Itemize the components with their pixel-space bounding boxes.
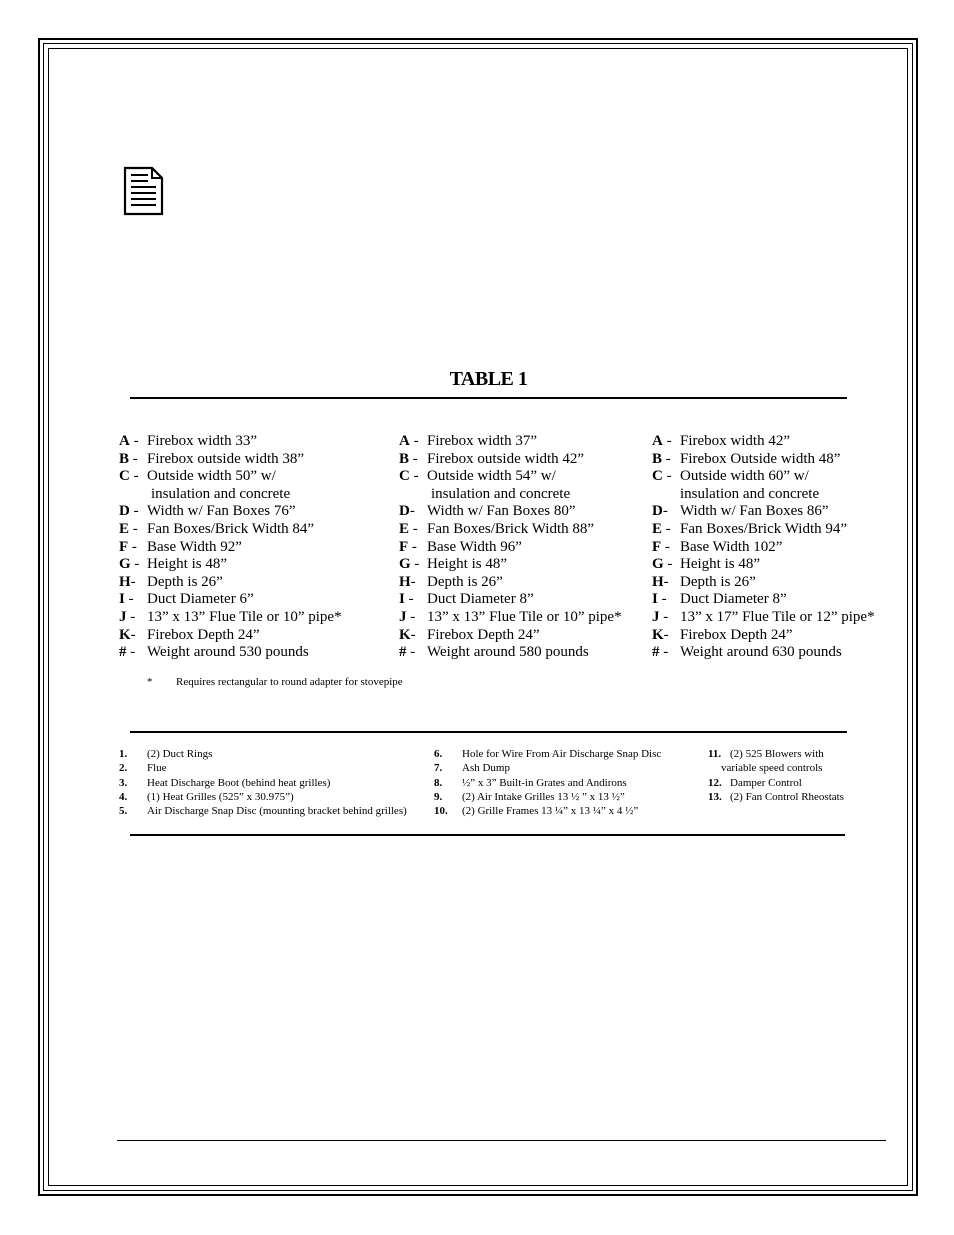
footnote-text: Requires rectangular to round adapter for stovepipe [176,676,403,688]
spec-key: J - [399,608,416,625]
spec-row [119,521,342,539]
parts-text: (2) 525 Blowers with [730,748,824,760]
spec-key: J - [119,608,136,625]
parts-text: Air Discharge Snap Disc (mounting bracket behind grilles) [147,805,407,818]
spec-text: Base Width 92” [147,538,242,555]
spec-row [652,468,875,486]
spec-row [652,574,875,592]
spec-key: E - [119,520,138,537]
spec-row [399,433,622,451]
spec-text: Base Width 102” [680,538,783,555]
parts-row [708,790,844,804]
spec-text: 13” x 13” Flue Tile or 10” pipe* [147,608,342,625]
parts-text: ½” x 3” Built-in Grates and Andirons [462,776,627,789]
spec-key: G - [652,556,673,573]
spec-key: G - [119,556,140,573]
spec-row [399,556,622,574]
spec-row [399,539,622,557]
spec-text: Firebox Outside width 48” [680,450,841,467]
spec-row [119,468,342,486]
parts-number: 3. [119,776,128,789]
spec-text: Weight around 530 pounds [147,644,309,661]
parts-row [708,776,844,790]
spec-row [119,556,342,574]
spec-row [399,644,622,662]
parts-row [119,776,407,790]
footnote-mark: * [147,676,153,688]
parts-text: (1) Heat Grilles (525” x 30.975”) [147,790,294,803]
spec-key: J - [652,608,669,625]
footnote [147,676,403,688]
parts-number: 13. [708,790,722,803]
parts-top-rule [130,731,847,733]
spec-key: F - [119,538,137,555]
parts-row [119,747,407,761]
spec-row [652,539,875,557]
spec-text: Firebox outside width 42” [427,450,585,467]
spec-row [119,503,342,521]
spec-text: 13” x 17” Flue Tile or 12” pipe* [680,608,875,625]
spec-key: I - [119,591,134,608]
parts-row [434,790,661,804]
spec-row [399,521,622,539]
spec-key: # - [652,644,669,661]
spec-key: A - [399,433,419,449]
spec-text: Weight around 580 pounds [427,644,589,661]
parts-row [434,747,661,761]
spec-key: E - [652,520,671,537]
spec-key: B - [399,450,418,467]
parts-bottom-rule [130,834,845,836]
spec-text: Outside width 50” w/ [147,468,276,485]
spec-row [652,591,875,609]
parts-number: 12. [708,776,722,789]
spec-text: Height is 48” [680,556,760,573]
spec-key: D- [399,503,415,520]
spec-text: Firebox width 42” [680,433,790,449]
spec-text: Firebox width 33” [147,433,257,449]
spec-row [119,451,342,469]
parts-number: 5. [119,805,128,818]
spec-key: A - [652,433,672,449]
spec-row [652,503,875,521]
spec-text: Depth is 26” [427,573,503,590]
parts-text: (2) Fan Control Rheostats [730,790,844,803]
title-rule [130,397,847,399]
spec-row [119,486,342,504]
spec-key: F - [399,538,417,555]
spec-text: Duct Diameter 8” [680,591,787,608]
parts-row [119,804,407,818]
spec-row [119,539,342,557]
spec-text: Firebox Depth 24” [680,626,793,643]
spec-key: B - [652,450,671,467]
spec-text: Fan Boxes/Brick Width 94” [680,520,848,537]
spec-row [119,574,342,592]
parts-number: 10. [434,805,448,818]
spec-row [652,609,875,627]
spec-column-1 [119,433,342,662]
spec-text: insulation and concrete [431,485,571,502]
spec-text: Width w/ Fan Boxes 76” [147,503,296,520]
spec-text: Firebox Depth 24” [147,626,260,643]
parts-text: (2) Air Intake Grilles 13 ½ ” x 13 ½” [462,790,625,803]
spec-key: H- [119,573,136,590]
spec-key: F - [652,538,670,555]
spec-row [652,486,875,504]
spec-key: C - [119,468,139,485]
spec-key: E - [399,520,418,537]
parts-row [708,747,844,761]
spec-row [119,609,342,627]
spec-key: A - [119,433,139,449]
parts-number: 1. [119,748,128,760]
spec-row [119,433,342,451]
spec-column-2 [399,433,622,662]
spec-row [652,627,875,645]
parts-number: 8. [434,776,443,789]
spec-key: # - [119,644,136,661]
spec-key: K- [119,626,136,643]
parts-row [434,761,661,775]
spec-text: Firebox width 37” [427,433,537,449]
spec-row [399,627,622,645]
spec-row [652,556,875,574]
parts-text: Damper Control [730,776,802,789]
spec-key: C - [652,468,672,485]
parts-row [708,761,844,775]
parts-row [119,761,407,775]
spec-row [652,644,875,662]
spec-column-3 [652,433,875,662]
spec-text: Duct Diameter 6” [147,591,254,608]
spec-key: C - [399,468,419,485]
parts-number: 4. [119,790,128,803]
spec-text: Outside width 54” w/ [427,468,556,485]
spec-row [652,433,875,451]
spec-text: Depth is 26” [680,573,756,590]
parts-number: 6. [434,748,443,760]
parts-number: 11. [708,748,722,760]
parts-column-3 [708,747,844,804]
spec-text: Depth is 26” [147,573,223,590]
spec-row [399,591,622,609]
spec-row [399,468,622,486]
spec-row [399,486,622,504]
parts-text: (2) Grille Frames 13 ¼” x 13 ¼” x 4 ½” [462,805,639,818]
spec-row [119,644,342,662]
spec-text: Fan Boxes/Brick Width 84” [147,520,315,537]
parts-text: Flue [147,762,167,775]
spec-row [399,451,622,469]
parts-text: Hole for Wire From Air Discharge Snap Disc [462,748,662,760]
spec-text: insulation and concrete [151,485,291,502]
spec-row [119,627,342,645]
parts-text: variable speed controls [721,762,823,775]
parts-text: Ash Dump [462,762,510,775]
spec-text: Height is 48” [427,556,507,573]
spec-key: I - [399,591,414,608]
parts-column-1 [119,747,407,818]
spec-text: Firebox outside width 38” [147,450,305,467]
spec-key: H- [399,573,416,590]
spec-key: G - [399,556,420,573]
spec-row [399,574,622,592]
spec-text: Fan Boxes/Brick Width 88” [427,520,595,537]
parts-number: 7. [434,762,443,775]
spec-row [399,609,622,627]
spec-text: Duct Diameter 8” [427,591,534,608]
spec-row [119,591,342,609]
parts-row [434,776,661,790]
spec-text: 13” x 13” Flue Tile or 10” pipe* [427,608,622,625]
spec-key: K- [399,626,416,643]
spec-text: Base Width 96” [427,538,522,555]
spec-text: Outside width 60” w/ [680,468,809,485]
spec-row [652,521,875,539]
spec-key: # - [399,644,416,661]
spec-key: B - [119,450,138,467]
spec-row [399,503,622,521]
parts-number: 9. [434,790,443,803]
footer-rule [117,1140,886,1141]
spec-text: Width w/ Fan Boxes 80” [427,503,576,520]
parts-column-2 [434,747,661,818]
spec-text: Weight around 630 pounds [680,644,842,661]
spec-key: K- [652,626,669,643]
parts-text: (2) Duct Rings [147,748,213,760]
table-title: TABLE 1 [449,368,528,390]
document-icon [122,166,164,216]
spec-text: insulation and concrete [680,485,820,502]
parts-number: 2. [119,762,128,775]
spec-key: I - [652,591,667,608]
spec-key: D - [119,503,139,520]
spec-key: H- [652,573,669,590]
spec-text: Firebox Depth 24” [427,626,540,643]
spec-text: Height is 48” [147,556,227,573]
parts-row [434,804,661,818]
parts-text: Heat Discharge Boot (behind heat grilles) [147,776,331,789]
spec-key: D- [652,503,668,520]
spec-row [652,451,875,469]
parts-row [119,790,407,804]
spec-text: Width w/ Fan Boxes 86” [680,503,829,520]
